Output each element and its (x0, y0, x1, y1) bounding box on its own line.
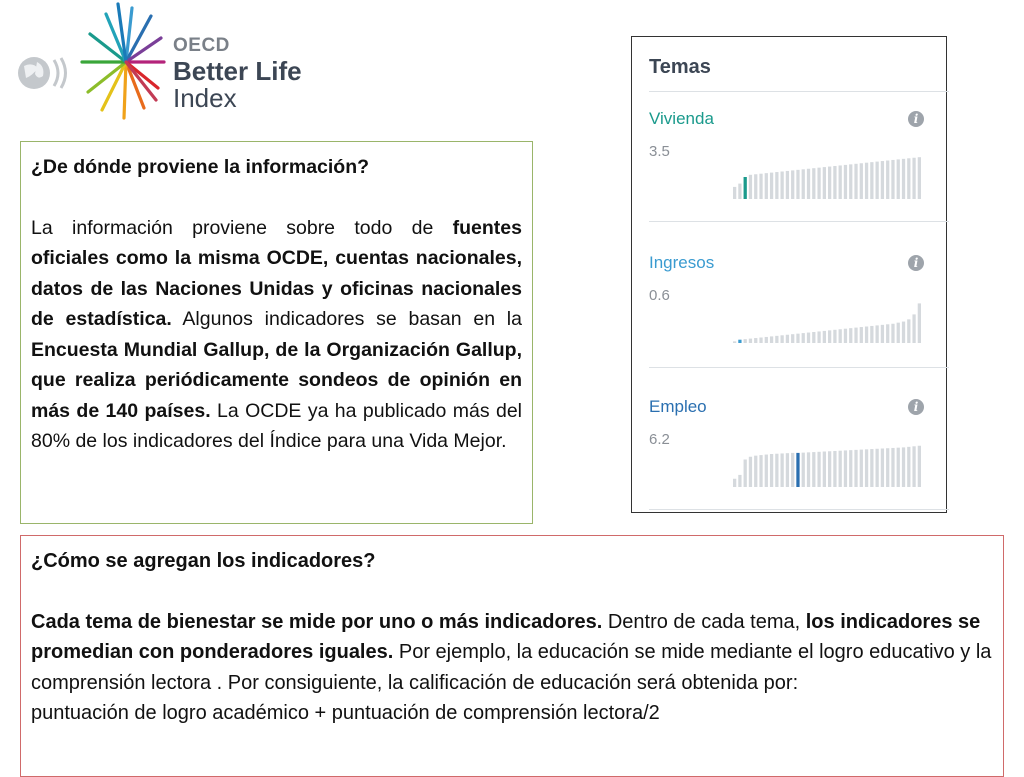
body-text-2: Algunos indicadores se basan en la (171, 308, 522, 330)
highlighted-bar (738, 340, 741, 343)
logo-emblem-icon (8, 0, 168, 130)
bar (891, 324, 894, 343)
bar (886, 161, 889, 200)
bar (902, 159, 905, 199)
bar (781, 335, 784, 343)
bar (902, 447, 905, 487)
topic-score: 6.2 (649, 431, 670, 448)
bar (812, 332, 815, 343)
bar (907, 158, 910, 199)
bar (844, 329, 847, 343)
bar (802, 169, 805, 199)
bar (828, 451, 831, 487)
bar (918, 446, 921, 487)
aggregation-heading: ¿Cómo se agregan los indicadores? (31, 550, 376, 572)
topic-vivienda[interactable] (649, 109, 924, 229)
divider (649, 509, 949, 510)
bar (886, 448, 889, 487)
aggregation-formula: puntuación de logro académico + puntuación de comprensión lectora/2 (31, 702, 660, 724)
bar (833, 451, 836, 487)
bar (733, 187, 736, 199)
bar (876, 449, 879, 487)
topic-name: Vivienda (649, 109, 714, 128)
highlighted-bar (796, 453, 799, 487)
bar (881, 449, 884, 488)
bar (876, 162, 879, 199)
bar (744, 460, 747, 488)
bar (754, 174, 757, 199)
bar (770, 454, 773, 487)
bar (881, 161, 884, 199)
bar (918, 157, 921, 199)
highlighted-bar (744, 177, 747, 199)
bar (775, 172, 778, 199)
bar (733, 479, 736, 487)
temas-title: Temas (649, 56, 711, 78)
bar (918, 303, 921, 343)
bar (854, 450, 857, 487)
body-bold-1: fuentes oficiales como la misma OCDE, cuentas nacionales, datos de las Naciones Unidas y oficinas nacionales de estadística. (31, 216, 522, 330)
bar (775, 336, 778, 343)
bar (902, 322, 905, 343)
bar (754, 456, 757, 487)
bar (876, 325, 879, 343)
bar (891, 448, 894, 487)
bar (812, 168, 815, 199)
bar (844, 165, 847, 199)
bar (754, 338, 757, 343)
bar (807, 169, 810, 199)
bar (738, 184, 741, 199)
bar (781, 172, 784, 200)
divider (649, 91, 949, 92)
agg-bold-2: los indicadores se promedian con ponderadores iguales. (31, 610, 981, 663)
data-source-heading: ¿De dónde proviene la información? (31, 156, 370, 178)
logo-oecd-text: OECD (173, 35, 230, 56)
body-text-1: La información proviene sobre todo de (31, 216, 453, 239)
bar (807, 333, 810, 343)
topic-score: 0.6 (649, 287, 670, 304)
bar (791, 334, 794, 343)
bar (907, 447, 910, 487)
bar (870, 162, 873, 199)
bar (770, 336, 773, 343)
flower-rays-icon (82, 4, 164, 118)
bar (912, 158, 915, 199)
bar (749, 175, 752, 199)
bar (807, 452, 810, 487)
bar (765, 455, 768, 487)
temas-panel (631, 36, 947, 513)
bar (828, 330, 831, 343)
bar (786, 335, 789, 343)
logo-index-text: Index (173, 83, 237, 113)
bar (759, 338, 762, 344)
bar (733, 341, 736, 343)
bar (897, 448, 900, 487)
bar (828, 167, 831, 199)
topic-ingresos[interactable] (649, 253, 924, 373)
topic-score: 3.5 (649, 143, 670, 160)
bar (749, 457, 752, 487)
bar (812, 452, 815, 487)
bar (823, 331, 826, 343)
bar (749, 339, 752, 343)
bar (802, 453, 805, 487)
bar (791, 170, 794, 199)
data-source-box (20, 141, 533, 524)
data-source-body (31, 213, 522, 457)
bar (765, 337, 768, 343)
empleo-bar-chart (733, 443, 923, 487)
bar (839, 329, 842, 343)
bar (897, 159, 900, 199)
bar (865, 163, 868, 199)
bar (870, 326, 873, 343)
topic-empleo[interactable] (649, 397, 924, 517)
agg-text-2: Por ejemplo, la educación se mide mediante el logro educativo y la comprensión lectora . Por consiguiente, la calificación de educación será obtenida por: (31, 641, 992, 694)
bar (870, 449, 873, 487)
body-bold-2: Encuesta Mundial Gallup, de la Organización Gallup, que realiza periódicamente sondeos de opinión en más de 140 países. (31, 338, 522, 422)
bar (849, 450, 852, 487)
bar (796, 170, 799, 199)
aggregation-box (20, 535, 1004, 777)
bar (854, 164, 857, 199)
oecd-better-life-logo (8, 0, 308, 130)
bar (860, 450, 863, 487)
bar (817, 452, 820, 487)
bar (886, 324, 889, 343)
body-text-3: La OCDE ya ha publicado más del 80% de los indicadores del Índice para una Vida Mejor. (31, 399, 522, 452)
topic-name: Empleo (649, 397, 707, 416)
vivienda-bar-chart (733, 155, 923, 199)
bar (786, 453, 789, 487)
bar (839, 165, 842, 199)
bar (833, 166, 836, 199)
bar (860, 163, 863, 199)
info-icon[interactable]: i (908, 111, 924, 127)
bar (912, 314, 915, 343)
bar (912, 446, 915, 487)
bar (759, 455, 762, 487)
bar (744, 339, 747, 343)
bar (781, 453, 784, 487)
bar (759, 174, 762, 199)
bar (839, 451, 842, 487)
bar (791, 453, 794, 487)
aggregation-body (31, 607, 993, 699)
bar (802, 333, 805, 343)
agg-text-1: Dentro de cada tema, (602, 610, 806, 633)
bar (833, 330, 836, 343)
divider (649, 367, 949, 368)
topic-name: Ingresos (649, 253, 715, 272)
bar (849, 328, 852, 343)
bar (865, 327, 868, 344)
bar (854, 328, 857, 343)
bar (823, 452, 826, 487)
bar (775, 454, 778, 487)
globe-icon (18, 57, 66, 89)
bar (849, 164, 852, 199)
info-icon[interactable]: i (908, 399, 924, 415)
logo-better-life-text: Better Life (173, 56, 302, 86)
bar (823, 167, 826, 199)
bar (796, 334, 799, 343)
bar (881, 325, 884, 343)
info-icon[interactable]: i (908, 255, 924, 271)
bar (844, 450, 847, 487)
bar (897, 323, 900, 343)
ingresos-bar-chart (733, 299, 923, 343)
bar (860, 327, 863, 343)
bar (786, 171, 789, 199)
bar (891, 160, 894, 199)
bar (770, 173, 773, 199)
bar (865, 449, 868, 487)
divider (649, 221, 949, 222)
bar (738, 475, 741, 487)
bar (817, 331, 820, 343)
bar (765, 173, 768, 199)
bar (907, 319, 910, 343)
agg-bold-1: Cada tema de bienestar se mide por uno o más indicadores. (31, 610, 603, 633)
bar (817, 168, 820, 199)
